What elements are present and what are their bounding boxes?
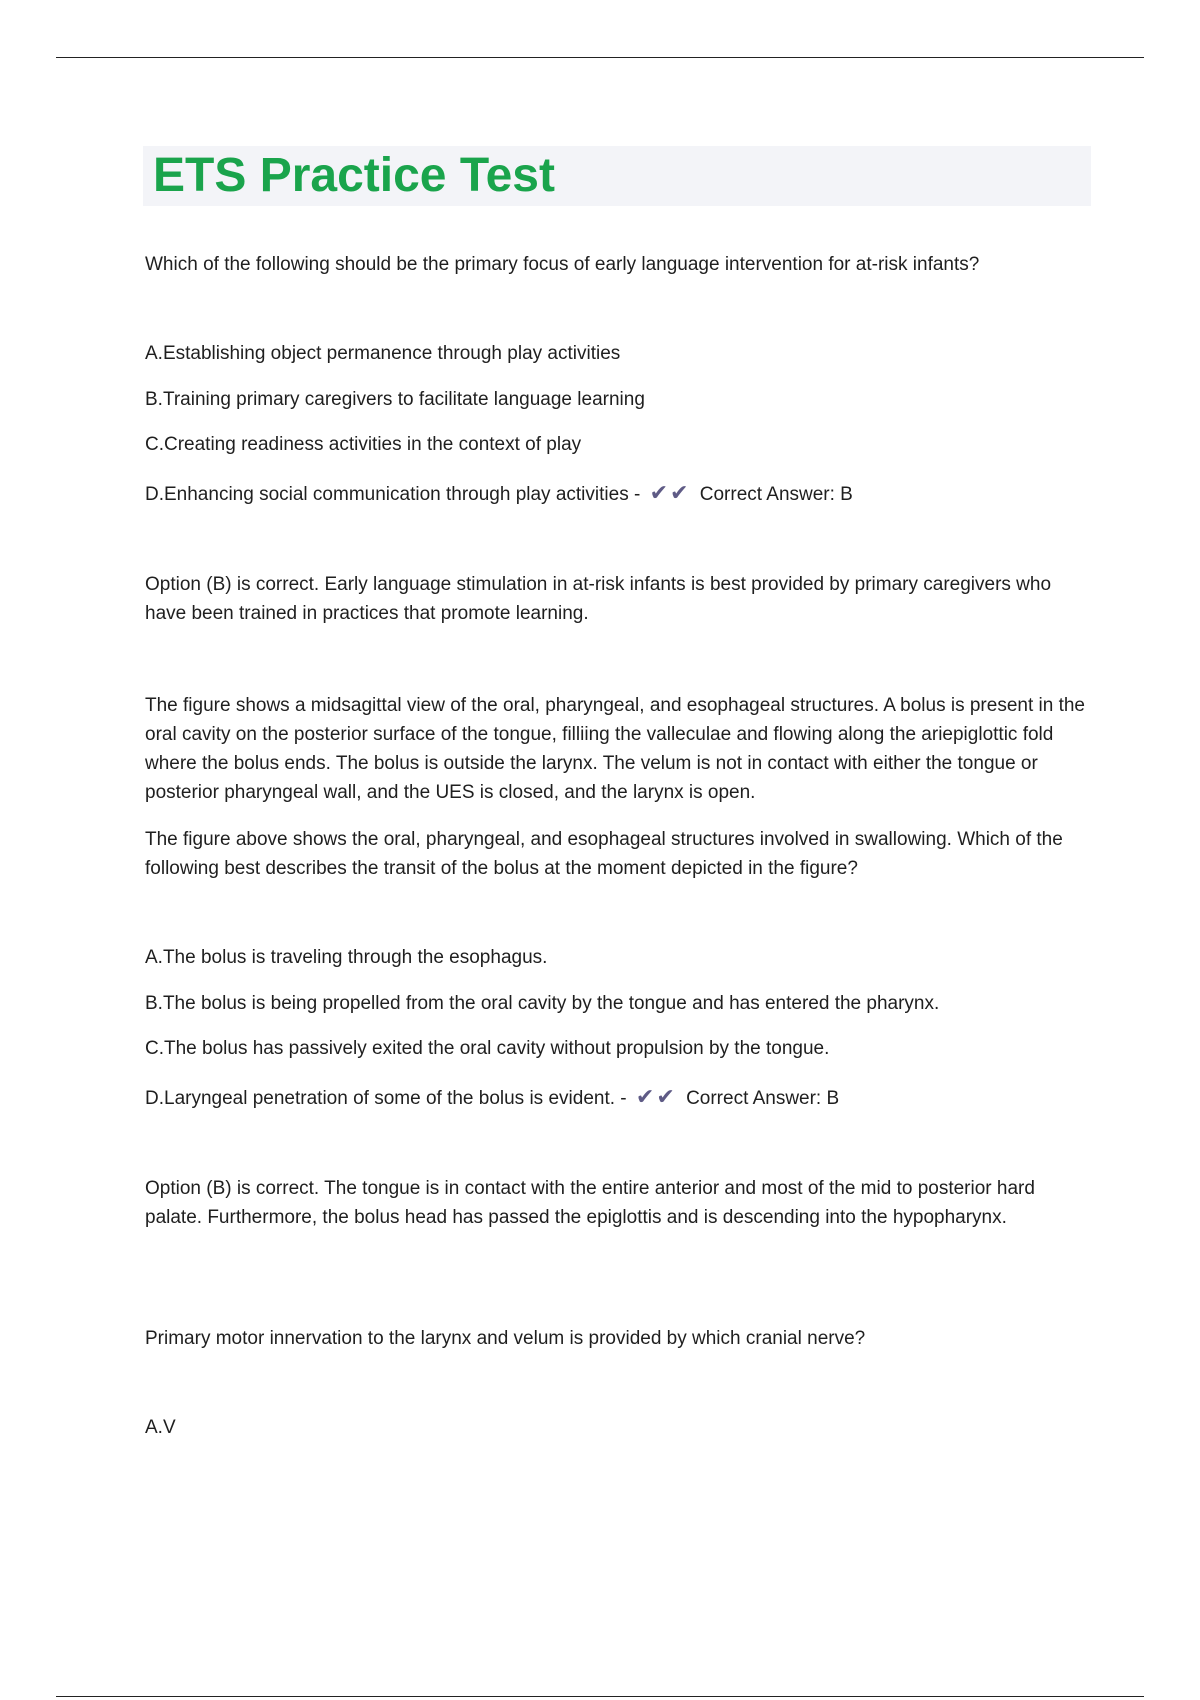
question-2-explanation: Option (B) is correct. The tongue is in contact with the entire anterior and most of the mid to posterior hard palate. Furthermore, the bolus head has passed the epiglottis and is descending into the hypopharynx. [145,1178,1035,1228]
question-2-option-d: D.Laryngeal penetration of some of the bolus is evident. - [145,1088,627,1109]
check-marks-icon: ✔✔ [635,1084,677,1109]
question-2-option-c: C.The bolus has passively exited the oral cavity without propulsion by the tongue. [145,1038,830,1059]
question-2-option-b: B.The bolus is being propelled from the oral cavity by the tongue and has entered the pharynx. [145,993,940,1014]
question-2-option-a: A.The bolus is traveling through the esophagus. [145,947,548,968]
question-3-prompt: Primary motor innervation to the larynx and velum is provided by which cranial nerve? [145,1328,866,1349]
question-2-figure-description: The figure shows a midsagittal view of the oral, pharyngeal, and esophageal structures. A bolus is present in the oral cavity on the posterior surface of the tongue, filliing the valleculae and flowing along the ariepiglottic fold where the bolus ends. The bolus is outside the larynx. The velum is not in contact with either the tongue or posterior pharyngeal wall, and the UES is closed, and the larynx is open. [145,695,1085,803]
title-banner [143,146,1091,206]
question-1-option-d-line [145,480,853,508]
question-1-answer: Correct Answer: B [699,484,853,505]
check-marks-icon: ✔✔ [649,480,691,505]
question-1-option-b: B.Training primary caregivers to facilitate language learning [145,389,645,410]
question-3-option-a: A.V [145,1417,176,1438]
question-1-prompt: Which of the following should be the primary focus of early language intervention for at-risk infants? [145,254,980,275]
question-1-explanation: Option (B) is correct. Early language stimulation in at-risk infants is best provided by primary caregivers who have been trained in practices that promote learning. [145,574,1052,624]
question-2-option-d-line [145,1084,839,1112]
question-2-answer: Correct Answer: B [686,1088,840,1109]
question-1-option-d: D.Enhancing social communication through play activities - [145,484,641,505]
question-1-option-c: C.Creating readiness activities in the context of play [145,434,582,455]
bottom-rule [56,1696,1144,1697]
question-1-option-a: A.Establishing object permanence through play activities [145,343,621,364]
top-rule [56,57,1144,58]
page-title: ETS Practice Test [153,149,555,202]
question-2-prompt: The figure above shows the oral, pharyngeal, and esophageal structures involved in swallowing. Which of the following best describes the transit of the bolus at the moment depicted in the figure? [145,829,1063,879]
